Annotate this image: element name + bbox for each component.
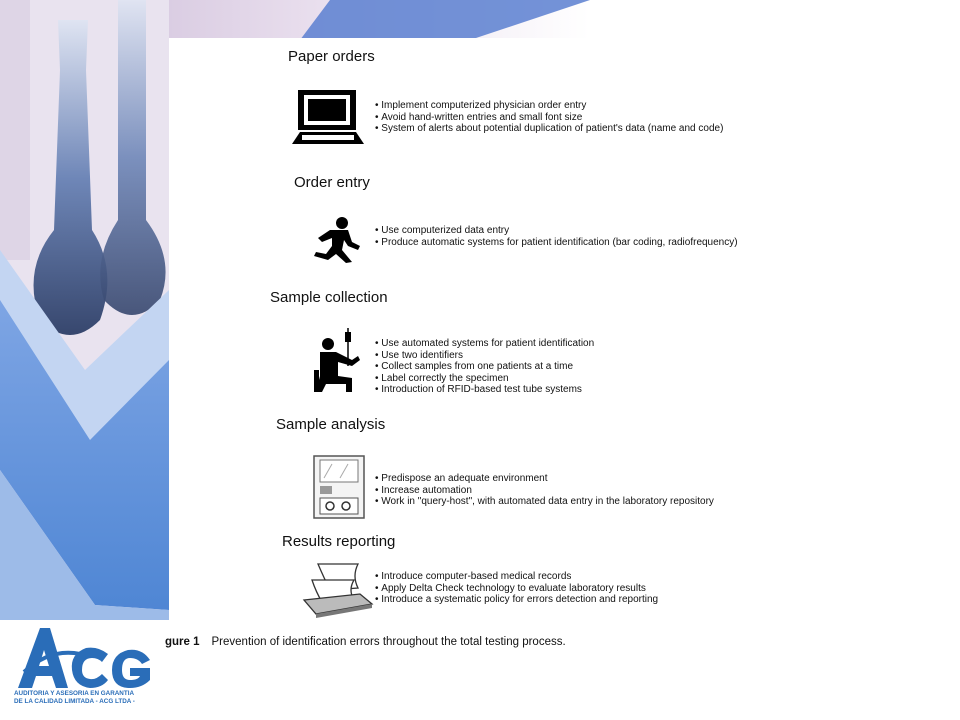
list-item: • Increase automation <box>375 485 714 497</box>
stage-title-sample-analysis: Sample analysis <box>276 416 386 433</box>
list-item: • Predispose an adequate environment <box>375 473 714 485</box>
stage-bullets-order-entry <box>375 225 738 248</box>
list-item: • Apply Delta Check technology to evaluate laboratory results <box>375 583 658 595</box>
list-item: • Collect samples from one patients at a time <box>375 361 594 373</box>
figure-caption-text: Prevention of identification errors throughout the total testing process. <box>211 636 566 648</box>
list-item: • Use automated systems for patient identification <box>375 338 594 350</box>
list-item: • Use computerized data entry <box>375 225 738 237</box>
stage-title-paper-orders: Paper orders <box>288 48 375 65</box>
list-item: • Produce automatic systems for patient identification (bar coding, radiofrequency) <box>375 237 738 249</box>
list-item: • Work in "query-host", with automated data entry in the laboratory repository <box>375 496 714 508</box>
computer-monitor-icon <box>290 88 368 146</box>
list-item: • Introduce a systematic policy for errors detection and reporting <box>375 594 658 606</box>
stage-title-results-reporting: Results reporting <box>282 533 396 550</box>
stage-title-order-entry: Order entry <box>294 174 370 191</box>
stage-bullets-sample-analysis <box>375 473 714 508</box>
list-item: • Introduce computer-based medical records <box>375 571 658 583</box>
stage-title-sample-collection: Sample collection <box>270 289 388 306</box>
lab-analyzer-icon <box>312 454 366 520</box>
list-item: • Implement computerized physician order entry <box>375 100 723 112</box>
logo-subtitle <box>14 690 164 706</box>
list-item: • Introduction of RFID-based test tube systems <box>375 384 594 396</box>
figure-label: gure 1 <box>165 636 200 648</box>
stage-bullets-results-reporting <box>375 571 658 606</box>
stage-bullets-sample-collection <box>375 338 594 396</box>
logo-line-2: DE LA CALIDAD LIMITADA - ACG LTDA - <box>14 698 135 705</box>
figure-caption <box>165 636 566 648</box>
list-item: • Label correctly the specimen <box>375 373 594 385</box>
stage-bullets-paper-orders <box>375 100 723 135</box>
patient-blood-draw-icon <box>312 326 368 394</box>
list-item: • Avoid hand-written entries and small font size <box>375 112 723 124</box>
running-person-icon <box>308 216 364 264</box>
list-item: • System of alerts about potential duplication of patient's data (name and code) <box>375 123 723 135</box>
logo-line-1: AUDITORIA Y ASESORIA EN GARANTIA <box>14 690 135 697</box>
printed-report-icon <box>302 560 374 618</box>
list-item: • Use two identifiers <box>375 350 594 362</box>
